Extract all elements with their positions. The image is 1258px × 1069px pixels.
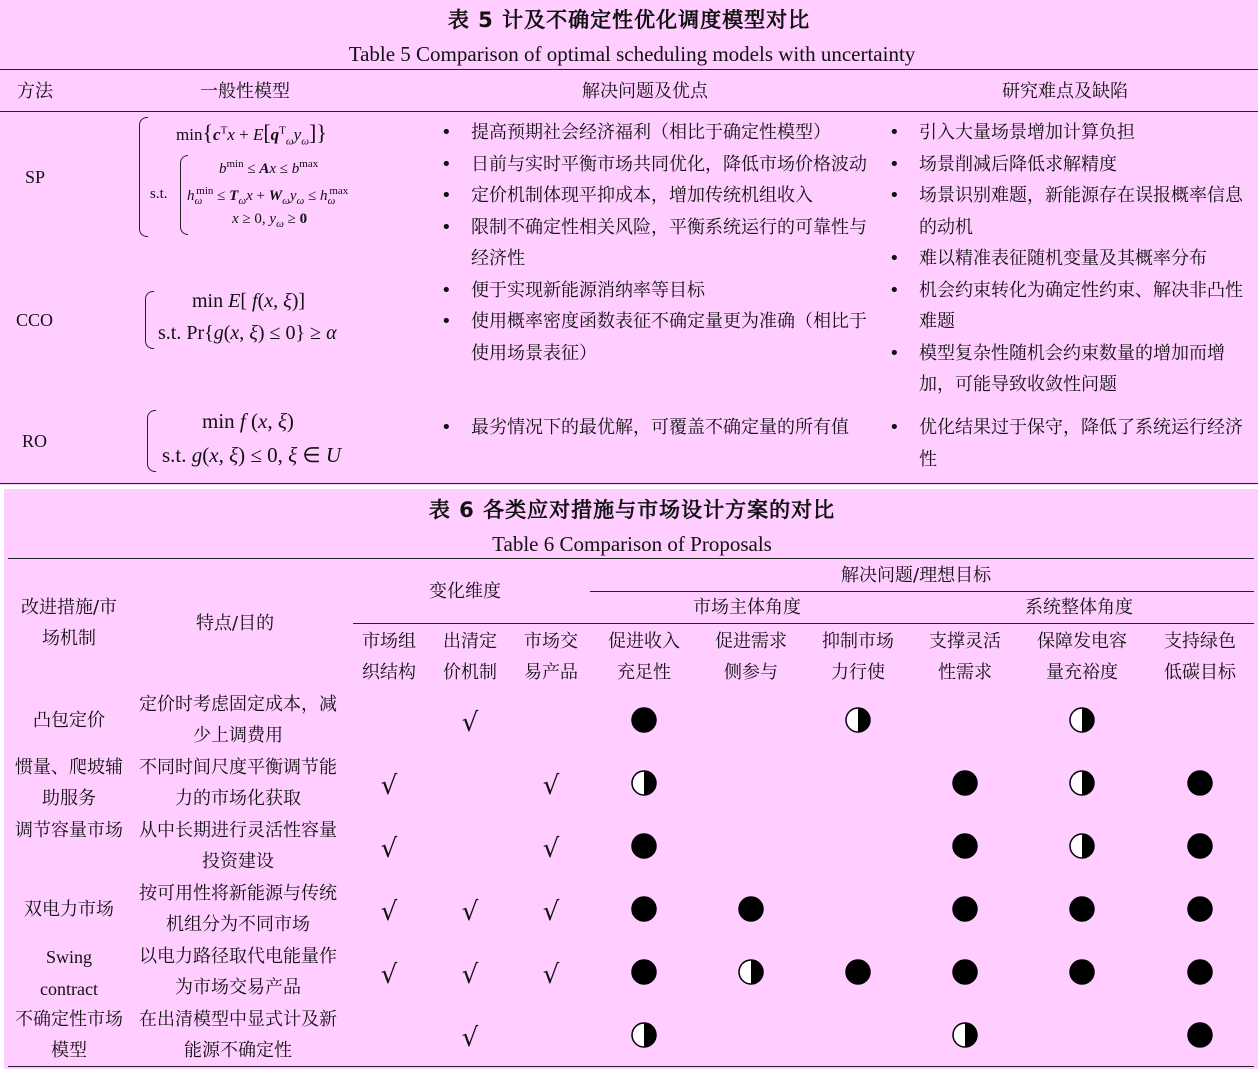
half-circle-icon-market-power: [845, 707, 871, 733]
full-circle-icon-capacity: [1069, 959, 1095, 985]
check-mark-products: √: [542, 834, 560, 864]
col-header-flexibility: 支撑灵活性需求: [929, 631, 1001, 683]
check-mark-products: √: [542, 897, 560, 927]
difficulty-item: • 难以精准表征随机变量及其概率分布: [886, 243, 1256, 275]
full-circle-icon-flexibility: [952, 896, 978, 922]
row-feature: 从中长期进行灵活性容量投资建设: [139, 820, 337, 872]
full-circle-icon-capacity: [1069, 896, 1095, 922]
check-mark-pricing: √: [461, 897, 479, 927]
advantage-item: • 便于实现新能源消纳率等目标: [438, 275, 868, 307]
goal-rule: [590, 591, 1254, 592]
row-measure: 不确定性市场模型: [15, 1009, 123, 1061]
sp-constraint-2: $h_\omega^{min} \le T_\omega x + W_\omega y_\omega \le h_\omega^{max}$: [187, 185, 349, 207]
half-circle-icon-demand: [738, 959, 764, 985]
check-mark-structure: √: [380, 834, 398, 864]
header-feature: 特点/目的: [196, 613, 275, 634]
header-measure: 改进措施/市场机制: [20, 597, 118, 649]
header-participant: 市场主体角度: [693, 597, 801, 618]
cco-constraint: s.t. Pr{g(x, ξ) ≤ 0} ≥ α: [158, 322, 337, 344]
col-header-market-power: 抑制市场力行使: [822, 631, 894, 683]
full-circle-icon-demand: [738, 896, 764, 922]
cco-objective: min E[ f(x, ξ)]: [192, 290, 306, 312]
sp-outer-brace: [139, 117, 148, 237]
difficulty-item: • 机会约束转化为确定性约束、解决非凸性难题: [886, 275, 1256, 338]
check-mark-structure: √: [380, 897, 398, 927]
difficulty-item: • 场景识别难题，新能源存在误报概率信息的动机: [886, 180, 1256, 243]
ro-difficulties-list: [886, 412, 1256, 475]
advantage-item: • 定价机制体现平抑成本，增加传统机组收入: [438, 180, 868, 212]
advantage-item: • 最劣情况下的最优解，可覆盖不确定量的所有值: [438, 412, 868, 444]
row-measure: 调节容量市场: [15, 820, 123, 841]
table5-header-model: 一般性模型: [200, 81, 290, 102]
half-circle-icon-capacity: [1069, 707, 1095, 733]
ro-advantages-list: [438, 412, 868, 444]
table5-bottom-rule: [0, 483, 1258, 484]
table6-bottom-rule: [8, 1066, 1254, 1067]
difficulty-item: • 模型复杂性随机会约束数量的增加而增加，可能导致收敛性问题: [886, 338, 1256, 401]
row-feature: 在出清模型中显式计及新能源不确定性: [139, 1009, 337, 1061]
col-header-revenue: 促进收入充足性: [608, 631, 680, 683]
full-circle-icon-market-power: [845, 959, 871, 985]
row-measure: 双电力市场: [24, 899, 114, 920]
table6-title-en: Table 6 Comparison of Proposals: [492, 532, 772, 556]
advantages-list: [438, 117, 868, 369]
col-header-demand: 促进需求侧参与: [715, 631, 787, 683]
sp-objective: $\min\{c^Tx + E[q^T_\omega y_\omega]\}$: [176, 120, 327, 148]
table5-header-difficulties: 研究难点及缺陷: [1002, 81, 1128, 102]
full-circle-icon-green: [1187, 1022, 1213, 1048]
method-cco: CCO: [16, 310, 54, 330]
left-margin-strip: [0, 485, 4, 1069]
full-circle-icon-green: [1187, 833, 1213, 859]
check-mark-products: √: [542, 771, 560, 801]
full-circle-icon-flexibility: [952, 959, 978, 985]
col-header-capacity: 保障发电容量充裕度: [1037, 631, 1127, 683]
method-ro: RO: [22, 431, 48, 451]
row-measure: 凸包定价: [33, 710, 105, 731]
table6-title-cn: 表 6 各类应对措施与市场设计方案的对比: [428, 498, 836, 522]
full-circle-icon-green: [1187, 770, 1213, 796]
advantage-item: • 限制不确定性相关风险，平衡系统运行的可靠性与经济性: [438, 212, 868, 275]
advantage-item: • 使用概率密度函数表征不确定量更为准确（相比于使用场景表征）: [438, 306, 868, 369]
header-system: 系统整体角度: [1025, 597, 1133, 618]
advantage-item: • 日前与实时平衡市场共同优化，降低市场价格波动: [438, 149, 868, 181]
row-feature: 定价时考虑固定成本，减少上调费用: [139, 694, 337, 746]
method-sp: SP: [25, 167, 46, 187]
check-mark-pricing: √: [461, 1023, 479, 1053]
difficulties-list: [886, 117, 1256, 401]
table5-header-advantages: 解决问题及优点: [582, 81, 708, 102]
difficulty-item: • 优化结果过于保守，降低了系统运行经济性: [886, 412, 1256, 475]
check-mark-pricing: √: [461, 708, 479, 738]
sp-constraint-1: $b^{min} \le Ax \le b^{max}$: [219, 158, 319, 177]
table5-title-en: Table 5 Comparison of optimal scheduling models with uncertainty: [348, 42, 916, 66]
ro-brace: [147, 410, 156, 472]
row-feature: 按可用性将新能源与传统机组分为不同市场: [139, 883, 337, 935]
col-header-structure: 市场组织结构: [362, 631, 416, 683]
half-circle-icon-revenue: [631, 770, 657, 796]
full-circle-icon-revenue: [631, 896, 657, 922]
ro-constraint: s.t. g(x, ξ) ≤ 0, ξ ∈ U: [162, 443, 342, 467]
half-circle-icon-revenue: [631, 1022, 657, 1048]
check-mark-structure: √: [380, 960, 398, 990]
table5-header-method: 方法: [17, 81, 53, 102]
full-circle-icon-revenue: [631, 707, 657, 733]
half-circle-icon-flexibility: [952, 1022, 978, 1048]
row-measure: 惯量、爬坡辅助服务: [15, 757, 123, 809]
full-circle-icon-flexibility: [952, 770, 978, 796]
row-feature: 以电力路径取代电能量作为市场交易产品: [139, 946, 337, 998]
ro-objective: min f (x, ξ): [202, 409, 294, 433]
full-circle-icon-green: [1187, 896, 1213, 922]
table5-header-rule: [0, 111, 1258, 112]
check-mark-structure: √: [380, 771, 398, 801]
sp-st: s.t.: [150, 186, 168, 202]
row-measure: Swing contract: [40, 947, 98, 999]
full-circle-icon-flexibility: [952, 833, 978, 859]
col-header-pricing: 出清定价机制: [443, 631, 497, 683]
col-header-green: 支持绿色低碳目标: [1164, 631, 1236, 683]
half-circle-icon-capacity: [1069, 833, 1095, 859]
table5-title-cn: 表 5 计及不确定性优化调度模型对比: [447, 8, 811, 32]
table6-top-rule: [8, 558, 1254, 559]
difficulty-item: • 场景削减后降低求解精度: [886, 149, 1256, 181]
header-dimension: 变化维度: [429, 581, 501, 602]
col-header-products: 市场交易产品: [524, 631, 578, 683]
full-circle-icon-revenue: [631, 959, 657, 985]
subheader-rule: [353, 623, 1254, 624]
table5-top-rule: [0, 69, 1258, 70]
half-circle-icon-capacity: [1069, 770, 1095, 796]
check-mark-products: √: [542, 960, 560, 990]
advantage-item: • 提高预期社会经济福利（相比于确定性模型）: [438, 117, 868, 149]
sp-constraint-3: x ≥ 0, $y_\omega \ge 0$: [232, 211, 308, 230]
table-separator: [0, 485, 1258, 489]
full-circle-icon-green: [1187, 959, 1213, 985]
header-goal: 解决问题/理想目标: [841, 565, 992, 586]
cco-brace: [145, 291, 154, 349]
check-mark-pricing: √: [461, 960, 479, 990]
row-feature: 不同时间尺度平衡调节能力的市场化获取: [139, 757, 337, 809]
full-circle-icon-revenue: [631, 833, 657, 859]
difficulty-item: • 引入大量场景增加计算负担: [886, 117, 1256, 149]
